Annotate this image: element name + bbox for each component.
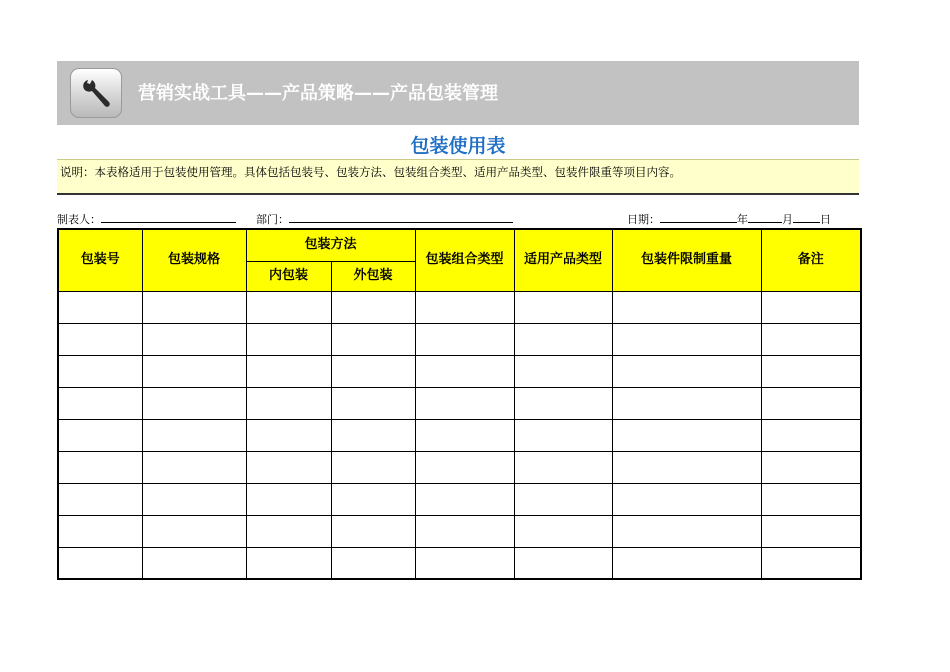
table-cell[interactable]	[58, 419, 142, 451]
table-cell[interactable]	[331, 291, 415, 323]
table-cell[interactable]	[246, 419, 331, 451]
table-cell[interactable]	[246, 547, 331, 579]
page-title: 包装使用表	[410, 135, 506, 157]
table-cell[interactable]	[514, 387, 612, 419]
table-cell[interactable]	[415, 387, 514, 419]
table-cell[interactable]	[415, 547, 514, 579]
table-cell[interactable]	[514, 323, 612, 355]
header-remark: 备注	[761, 229, 861, 291]
table-cell[interactable]	[514, 483, 612, 515]
table-cell[interactable]	[142, 355, 246, 387]
table-row	[58, 291, 861, 323]
table-cell[interactable]	[246, 291, 331, 323]
table-cell[interactable]	[415, 323, 514, 355]
table-cell[interactable]	[612, 355, 761, 387]
table-cell[interactable]	[612, 419, 761, 451]
table-cell[interactable]	[415, 419, 514, 451]
month-label: 月	[782, 213, 793, 226]
table-cell[interactable]	[142, 387, 246, 419]
table-cell[interactable]	[331, 451, 415, 483]
table-cell[interactable]	[612, 291, 761, 323]
table-cell[interactable]	[58, 323, 142, 355]
maker-input-line[interactable]	[101, 211, 236, 223]
table-cell[interactable]	[142, 419, 246, 451]
header-package-no: 包装号	[58, 229, 142, 291]
table-cell[interactable]	[415, 291, 514, 323]
day-input-line[interactable]	[793, 211, 820, 223]
table-cell[interactable]	[514, 547, 612, 579]
date-label: 日期：	[627, 213, 660, 226]
table-cell[interactable]	[612, 451, 761, 483]
table-cell[interactable]	[331, 355, 415, 387]
table-cell[interactable]	[612, 483, 761, 515]
table-cell[interactable]	[58, 355, 142, 387]
header-weight-limit: 包装件限制重量	[612, 229, 761, 291]
table-cell[interactable]	[246, 387, 331, 419]
table-row	[58, 451, 861, 483]
table-row	[58, 483, 861, 515]
table-cell[interactable]	[58, 515, 142, 547]
maker-field[interactable]	[57, 211, 236, 227]
table-cell[interactable]	[58, 387, 142, 419]
date-field[interactable]	[627, 211, 831, 227]
table-row	[58, 355, 861, 387]
table-row	[58, 387, 861, 419]
table-cell[interactable]	[142, 547, 246, 579]
table-cell[interactable]	[514, 355, 612, 387]
table-cell[interactable]	[58, 291, 142, 323]
description-text: 说明：本表格适用于包装使用管理。具体包括包装号、包装方法、包装组合类型、适用产品类型、包装件限重等项目内容。	[57, 159, 859, 195]
table-cell[interactable]	[331, 515, 415, 547]
table-cell[interactable]	[761, 355, 861, 387]
table-cell[interactable]	[246, 483, 331, 515]
table-row	[58, 419, 861, 451]
table-cell[interactable]	[612, 387, 761, 419]
table-cell[interactable]	[514, 451, 612, 483]
table-row	[58, 547, 861, 579]
table-cell[interactable]	[331, 387, 415, 419]
table-cell[interactable]	[331, 483, 415, 515]
year-input-line[interactable]	[660, 211, 737, 223]
table-cell[interactable]	[612, 515, 761, 547]
year-label: 年	[737, 213, 748, 226]
table-cell[interactable]	[761, 323, 861, 355]
month-input-line[interactable]	[748, 211, 782, 223]
table-cell[interactable]	[58, 547, 142, 579]
table-cell[interactable]	[142, 451, 246, 483]
header-combo-type: 包装组合类型	[415, 229, 514, 291]
table-cell[interactable]	[761, 451, 861, 483]
table-cell[interactable]	[514, 419, 612, 451]
table-cell[interactable]	[761, 387, 861, 419]
table-cell[interactable]	[331, 323, 415, 355]
table-cell[interactable]	[246, 451, 331, 483]
table-cell[interactable]	[331, 419, 415, 451]
wrench-icon	[70, 68, 122, 118]
table-cell[interactable]	[761, 483, 861, 515]
table-row	[58, 515, 861, 547]
package-usage-table	[57, 228, 862, 580]
header-product-type: 适用产品类型	[514, 229, 612, 291]
table-cell[interactable]	[612, 547, 761, 579]
header-outer: 外包装	[331, 261, 415, 291]
table-cell[interactable]	[142, 483, 246, 515]
dept-input-line[interactable]	[289, 211, 513, 223]
table-cell[interactable]	[142, 515, 246, 547]
dept-field[interactable]	[256, 211, 513, 227]
table-cell[interactable]	[331, 547, 415, 579]
table-cell[interactable]	[415, 451, 514, 483]
maker-label: 制表人：	[57, 213, 101, 226]
table-cell[interactable]	[246, 355, 331, 387]
table-cell[interactable]	[612, 323, 761, 355]
table-cell[interactable]	[58, 451, 142, 483]
table-cell[interactable]	[761, 515, 861, 547]
table-cell[interactable]	[142, 323, 246, 355]
table-cell[interactable]	[415, 483, 514, 515]
dept-label: 部门：	[256, 213, 289, 226]
table-cell[interactable]	[415, 355, 514, 387]
banner-title: 营销实战工具——产品策略——产品包装管理	[138, 83, 498, 104]
table-cell[interactable]	[246, 515, 331, 547]
banner	[57, 61, 859, 125]
table-row	[58, 323, 861, 355]
day-label: 日	[820, 213, 831, 226]
header-inner: 内包装	[246, 261, 331, 291]
header-spec: 包装规格	[142, 229, 246, 291]
table-cell[interactable]	[246, 323, 331, 355]
table-cell[interactable]	[761, 419, 861, 451]
table-cell[interactable]	[415, 515, 514, 547]
table-cell[interactable]	[58, 483, 142, 515]
table-cell[interactable]	[761, 291, 861, 323]
header-method: 包装方法	[246, 229, 415, 261]
table-cell[interactable]	[761, 547, 861, 579]
table-cell[interactable]	[514, 291, 612, 323]
table-cell[interactable]	[142, 291, 246, 323]
table-cell[interactable]	[514, 515, 612, 547]
